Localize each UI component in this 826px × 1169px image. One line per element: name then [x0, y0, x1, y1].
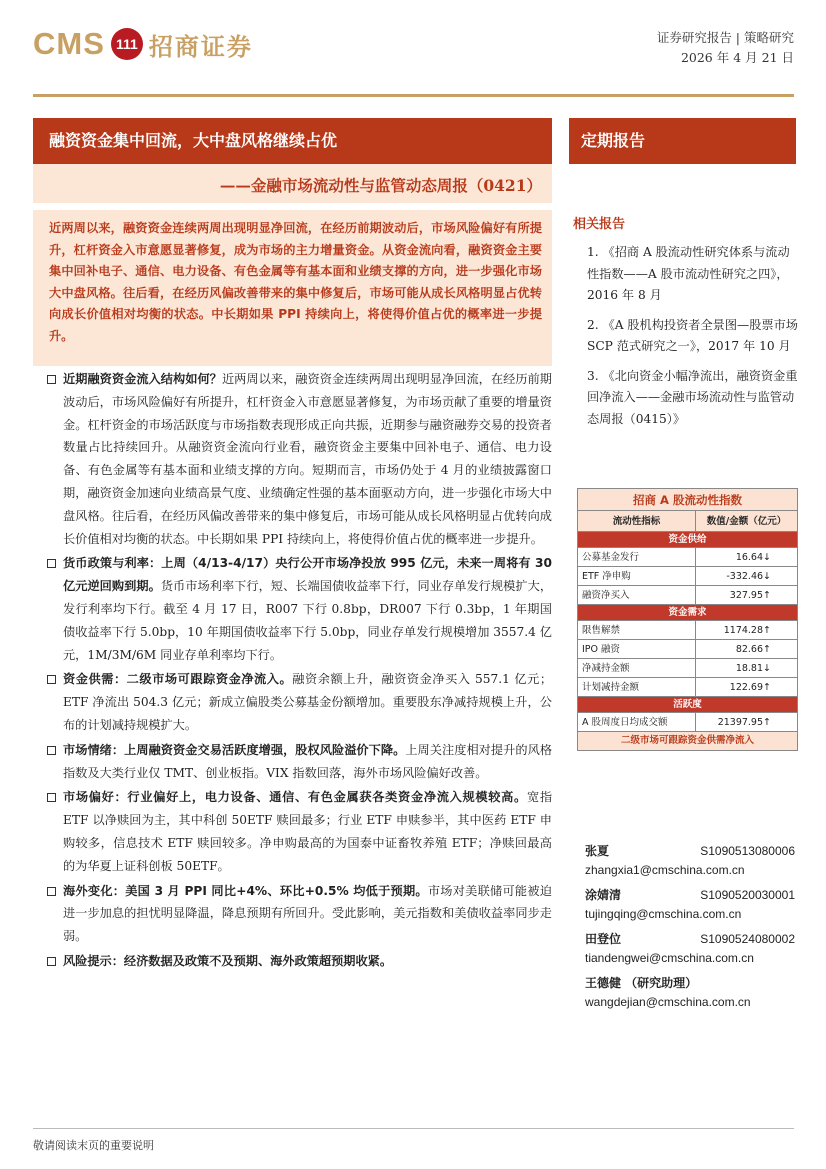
logo-company-name: 招商证券 — [148, 31, 253, 61]
related-reports — [573, 216, 799, 430]
footer-note: 敬请阅读末页的重要说明 — [33, 1139, 154, 1152]
table-row — [578, 567, 797, 586]
arrow-icon: ↑ — [763, 682, 771, 693]
analyst — [585, 884, 795, 922]
analyst-email[interactable]: tiandengwei@cmschina.com.cn — [585, 951, 754, 965]
analyst-name: 涂婧清 — [585, 888, 622, 902]
row-value: 21397.95↑ — [717, 717, 771, 728]
analyst-email[interactable]: wangdejian@cmschina.com.cn — [585, 995, 751, 1009]
row-label: A 股周度日均成交额 — [578, 713, 696, 731]
analyst — [585, 928, 795, 966]
table-row — [578, 548, 797, 567]
bullet-heading: 近期融资资金流入结构如何？ — [63, 372, 222, 386]
analyst-list — [585, 840, 795, 1016]
table-footer: 二级市场可跟踪资金供需净流入 — [578, 732, 797, 750]
row-label: ETF 净申购 — [578, 567, 696, 585]
checkbox-icon — [47, 675, 56, 684]
related-title: 相关报告 — [573, 217, 626, 232]
bullet-item — [33, 739, 552, 785]
company-logo — [33, 22, 253, 66]
bullet-text: 近两周以来，融资资金连续两周出现明显净回流，在经历前期波动后，市场风险偏好有所提升，杠杆资金入市意愿显著修复，为市场贡献了重要的增量资金。杠杆资金的市场活跃度与市场指数表现形成正向共振，近期参与融资融券交易的投资者数量占比持续回升。从融资资金流向行业看，融资资金主要集中回补电子、通信、电力设备、有色金属等有基本面和业绩支撑的方向。短期而言，市场仍处于 4 月的业绩披露窗口期，融资资金加速向业绩高景气度、业绩确定性强的基本面驱动方向，进一步强化市场大中盘风格。往后看，在经历风偏改善带来的集中修复后，市场可能从成长风格明显占优转向成长价值相对均衡的状态。中长期如果 PPI 持续向上，将使得价值占优的概率进一步提升。 — [63, 372, 552, 546]
analyst-email[interactable]: tujingqing@cmschina.com.cn — [585, 907, 742, 921]
footer-divider — [33, 1128, 794, 1129]
analyst-name: 张夏 — [585, 844, 610, 858]
bullet-item — [33, 880, 552, 948]
bullet-item — [33, 552, 552, 666]
report-date: 2026 年 4 月 21 日 — [680, 50, 794, 65]
row-label: 融资净买入 — [578, 586, 696, 604]
bullet-text: 货币市场利率下行，短、长端国债收益率下行，同业存单发行规模扩大，发行利率均下行。截至 4 月 17 日，R007 下行 0.8bp，DR007 下行 0.3bp，1 年期国债收益率下行 5.0bp，10 年期国债收益率下行 5.0bp，同业存单发行规模增加 3557.4 亿元，1M/3M/6M 同业存单利率均下行。 — [63, 579, 553, 662]
checkbox-icon — [47, 746, 56, 755]
arrow-icon: ↑ — [763, 644, 771, 655]
bullet-text: 市场对美联储可能被迫进一步加息的担忧明显降温，降息预期有所回升。受此影响，美元指数和美债收益率同步走弱。 — [63, 883, 552, 944]
bullet-heading: 市场情绪：上周融资资金交易活跃度增强，股权风险溢价下降。 — [63, 742, 406, 757]
analyst — [585, 972, 795, 1010]
table-row — [578, 678, 797, 697]
arrow-icon: ↑ — [763, 717, 771, 728]
table-header — [578, 511, 797, 532]
analyst-name: 田登位 — [585, 932, 622, 946]
row-label: 公募基金发行 — [578, 548, 696, 566]
row-label: 计划减持金额 — [578, 678, 696, 696]
section-header: 资金需求 — [578, 605, 797, 621]
header-divider — [33, 94, 794, 97]
bullet-heading: 资金供需：二级市场可跟踪资金净流入。 — [63, 672, 293, 687]
row-value: 327.95↑ — [729, 590, 771, 601]
title-block — [33, 118, 552, 203]
analyst-id: S1090513080006 — [700, 844, 795, 858]
summary-box: 近两周以来，融资资金连续两周出现明显净回流，在经历前期波动后，市场风险偏好有所提升，杠杆资金入市意愿显著修复，成为市场的主力增量资金。从资金流向看，融资资金主要集中回补电子、通信、电力设备、有色金属等有基本面和业绩支撑的方向，进一步强化市场大中盘风格。往后看，在经历风偏改善带来的集中修复后，市场可能从成长风格明显占优转向成长价值相对均衡的状态。中长期如果 PPI 持续向上，将使得价值占优的概率进一步提升。 — [33, 210, 552, 366]
checkbox-icon — [47, 957, 56, 966]
row-value: 122.69↑ — [729, 682, 771, 693]
report-type: 证券研究报告 | 策略研究 — [656, 30, 794, 45]
row-value: 82.66↑ — [735, 644, 771, 655]
arrow-icon: ↓ — [763, 663, 771, 674]
arrow-icon: ↓ — [763, 571, 771, 582]
arrow-icon: ↑ — [763, 590, 771, 601]
checkbox-icon — [47, 375, 56, 384]
checkbox-icon — [47, 793, 56, 802]
row-value: 18.81↓ — [735, 663, 771, 674]
bullet-item — [33, 668, 552, 736]
bullet-heading: 货币政策与利率：上周（4/13-4/17）央行公开市场净投放 995 亿元，未来一周将有 30 亿元逆回购到期。 — [63, 556, 552, 594]
bullet-heading: 市场偏好：行业偏好上，电力设备、通信、有色金属获各类资金净流入规模较高。 — [63, 790, 527, 805]
analyst-name: 王德健 （研究助理） — [585, 976, 698, 990]
row-value: 16.64↓ — [735, 552, 771, 563]
row-value: -332.46↓ — [726, 571, 771, 582]
analyst — [585, 840, 795, 878]
col-label-header: 流动性指标 — [578, 511, 696, 531]
bullet-item — [33, 950, 552, 973]
bullet-item — [33, 786, 552, 877]
table-row — [578, 659, 797, 678]
arrow-icon: ↓ — [763, 552, 771, 563]
header-meta — [657, 28, 794, 68]
bullet-heading: 风险提示：经济数据及政策不及预期、海外政策超预期收紧。 — [63, 953, 393, 968]
analyst-id: S1090520030001 — [700, 888, 795, 902]
table-row — [578, 713, 797, 732]
bullet-list — [33, 368, 552, 975]
report-tag: 定期报告 — [569, 118, 796, 164]
section-header: 活跃度 — [578, 697, 797, 713]
related-item[interactable]: 1. 《招商 A 股流动性研究体系与流动性指数——A 股市流动性研究之四》，2016 年 8 月 — [587, 245, 790, 302]
arrow-icon: ↑ — [763, 625, 771, 636]
analyst-email[interactable]: zhangxia1@cmschina.com.cn — [585, 863, 745, 877]
section-header: 资金供给 — [578, 532, 797, 548]
table-row — [578, 586, 797, 605]
bullet-text: 宽指 ETF 以净赎回为主，其中科创 50ETF 赎回最多；行业 ETF 申赎参半，其中医药 ETF 申购较多，信息技术 ETF 赎回较多。净申购最高的为国泰中证畜牧养殖 ETF；净赎回最高的为华夏上证科创板 50ETF。 — [63, 790, 553, 873]
row-label: IPO 融资 — [578, 640, 696, 658]
bullet-heading: 海外变化：美国 3 月 PPI 同比+4%、环比+0.5% 均低于预期。 — [63, 883, 428, 898]
row-label: 限售解禁 — [578, 621, 696, 639]
analyst-id: S1090524080002 — [700, 932, 795, 946]
row-label: 净减持金额 — [578, 659, 696, 677]
bullet-text: 上周关注度相对提升的风格指数及大类行业仅 TMT、创业板指。VIX 指数回落，海外市场风险偏好改善。 — [63, 742, 553, 780]
table-row — [578, 621, 797, 640]
row-value: 1174.28↑ — [723, 625, 771, 636]
bullet-item — [33, 368, 552, 550]
report-title: 融资资金集中回流，大中盘风格继续占优 — [33, 118, 552, 164]
bullet-text: 融资余额上升，融资资金净买入 557.1 亿元；ETF 净流出 504.3 亿元；新成立偏股类公募基金份额增加。重要股东净减持规模上升，公布的计划减持规模扩大。 — [63, 672, 553, 732]
related-item[interactable]: 2. 《A 股机构投资者全景图—股票市场 SCP 范式研究之一》，2017 年 10 月 — [587, 317, 798, 353]
logo-cms-text: CMS — [33, 26, 105, 61]
report-subtitle: ——金融市场流动性与监管动态周报（0421） — [219, 176, 542, 195]
col-value-header: 数值/金额（亿元） — [706, 516, 787, 527]
table-row — [578, 640, 797, 659]
checkbox-icon — [47, 559, 56, 568]
liquidity-table — [577, 488, 798, 751]
liquidity-table-title: 招商 A 股流动性指数 — [578, 489, 797, 511]
related-item[interactable]: 3. 《北向资金小幅净流出，融资资金重回净流入——金融市场流动性与监管动态周报（0415）》 — [587, 368, 798, 426]
logo-badge-icon: 111 — [111, 28, 143, 60]
checkbox-icon — [47, 887, 56, 896]
